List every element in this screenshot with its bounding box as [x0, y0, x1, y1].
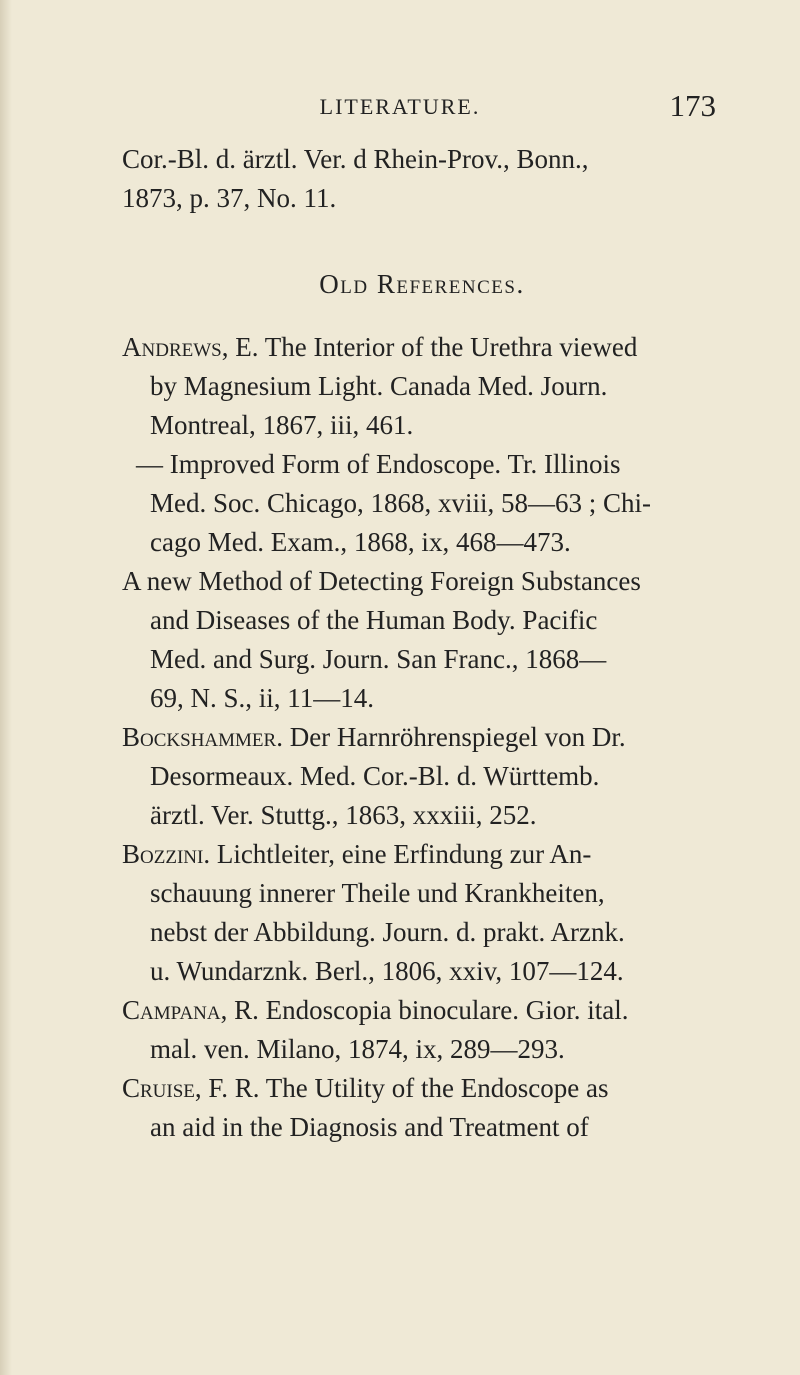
- entry-line: u. Wundarznk. Berl., 1806, xxiv, 107—124.: [150, 956, 624, 986]
- running-head: LITERATURE.: [319, 94, 481, 119]
- reference-entry-anonymous: [122, 562, 722, 718]
- reference-entry-andrews: [122, 328, 722, 445]
- section-heading: Old References.: [319, 269, 525, 299]
- reference-entry-bockshammer: [122, 718, 722, 835]
- entry-text: Der Harnröhrenspiegel von Dr.: [282, 722, 626, 752]
- entry-line: nebst der Abbildung. Journ. d. prakt. Arznk.: [150, 917, 625, 947]
- entry-first-line: [122, 991, 722, 1030]
- entry-author: Andrews, E.: [122, 332, 259, 362]
- text-line: 1873, p. 37, No. 11.: [122, 183, 337, 213]
- entry-text: The Utility of the Endoscope as: [259, 1073, 609, 1103]
- entry-author: Campana, R.: [122, 995, 259, 1025]
- page-number: 173: [669, 88, 716, 123]
- entry-first-line: [122, 328, 722, 367]
- reference-entry-andrews-2: [122, 445, 722, 562]
- entry-line: ärztl. Ver. Stuttg., 1863, xxxiii, 252.: [150, 800, 537, 830]
- entry-line: Desormeaux. Med. Cor.-Bl. d. Württemb.: [150, 761, 600, 791]
- text-line: Cor.-Bl. d. ärztl. Ver. d Rhein-Prov., Bonn.,: [122, 144, 589, 174]
- page-header: [0, 88, 800, 134]
- body-text: [122, 140, 722, 1147]
- entry-line: and Diseases of the Human Body. Pacific: [150, 605, 598, 635]
- entry-line: Med. Soc. Chicago, 1868, xviii, 58—63 ; Chi-: [150, 488, 651, 518]
- entry-author: Bockshammer.: [122, 722, 283, 752]
- entry-first-line: [122, 1069, 722, 1108]
- reference-entry-campana: [122, 991, 722, 1069]
- entry-first-line: [122, 835, 722, 874]
- entry-first-line: — Improved Form of Endoscope. Tr. Illinois: [136, 449, 621, 479]
- entry-line: cago Med. Exam., 1868, ix, 468—473.: [150, 527, 571, 557]
- gutter-shadow: [0, 0, 12, 1375]
- intro-citation: [122, 140, 722, 218]
- entry-line: Montreal, 1867, iii, 461.: [150, 410, 414, 440]
- entry-text: The Interior of the Urethra viewed: [258, 332, 638, 362]
- entry-line: schauung innerer Theile und Krankheiten,: [150, 878, 605, 908]
- entry-line: an aid in the Diagnosis and Treatment of: [150, 1112, 589, 1142]
- entry-first-line: [122, 718, 722, 757]
- entry-line: by Magnesium Light. Canada Med. Journ.: [150, 371, 608, 401]
- entry-author: Bozzini.: [122, 839, 211, 869]
- entry-line: mal. ven. Milano, 1874, ix, 289—293.: [150, 1034, 565, 1064]
- reference-entry-bozzini: [122, 835, 722, 991]
- entry-text: Endoscopia binoculare. Gior. ital.: [258, 995, 629, 1025]
- entry-first-line: A new Method of Detecting Foreign Substances: [122, 566, 641, 596]
- entry-line: Med. and Surg. Journ. San Franc., 1868—: [150, 644, 607, 674]
- entry-author: Cruise, F. R.: [122, 1073, 260, 1103]
- entry-line: 69, N. S., ii, 11—14.: [150, 683, 375, 713]
- reference-entry-cruise: [122, 1069, 722, 1147]
- entry-text: Lichtleiter, eine Erfindung zur An-: [210, 839, 592, 869]
